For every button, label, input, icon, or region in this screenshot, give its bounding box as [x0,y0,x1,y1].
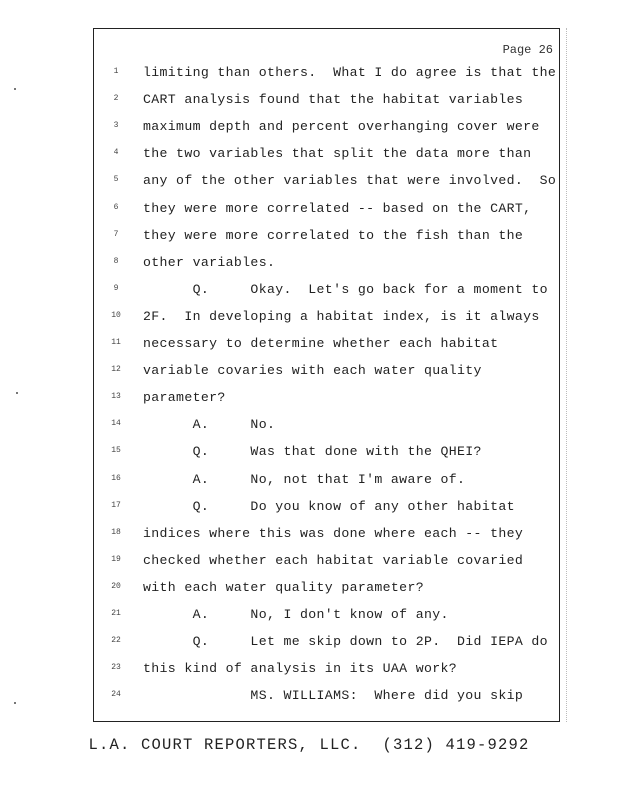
line-number: 10 [111,310,121,320]
line-text: checked whether each habitat variable covaried [143,552,524,568]
transcript-line [94,526,561,546]
transcript-line [94,661,561,681]
line-text: parameter? [143,390,226,406]
footer [0,736,618,754]
scan-edge-line [566,28,567,722]
line-text: necessary to determine whether each habitat [143,336,499,351]
line-text: variable covaries with each water quality [143,363,482,379]
footer-spacer [362,736,383,754]
line-number: 2 [113,94,119,104]
transcript-line [94,607,561,627]
line-number: 14 [111,419,121,429]
line-text: they were more correlated -- based on the CART, [143,200,532,216]
line-text: Q. Do you know of any other habitat [143,498,515,514]
line-text: A. No, not that I'm aware of. [143,471,466,487]
line-number: 8 [113,256,119,266]
transcript-line [94,363,561,383]
line-text: limiting than others. What I do agree is that the [143,65,557,80]
transcript-line [94,472,561,492]
line-text: the two variables that split the data more than [143,146,532,162]
line-text: A. No. [143,417,276,433]
line-number: 3 [113,121,119,131]
transcript-line [94,92,561,112]
line-text: A. No, I don't know of any. [143,607,449,622]
line-number: 16 [111,473,121,483]
line-text: indices where this was done where each -- they [143,525,524,541]
line-number: 19 [111,554,121,564]
transcript-line [94,173,561,193]
transcript-line [94,417,561,437]
transcript-line [94,255,561,275]
transcript-line [94,634,561,654]
transcript-page [93,28,560,722]
line-text: this kind of analysis in its UAA work? [143,661,458,677]
scan-speck [16,392,18,394]
transcript-line [94,553,561,573]
line-number: 21 [111,609,121,618]
transcript-line [94,390,561,410]
transcript-line [94,201,561,221]
line-text: other variables. [143,254,276,270]
transcript-line [94,146,561,166]
line-text: 2F. In developing a habitat index, is it always [143,308,540,324]
line-text: MS. WILLIAMS: Where did you skip [143,688,524,704]
transcript-line [94,228,561,248]
line-text: they were more correlated to the fish than the [143,227,524,243]
transcript-line [94,580,561,600]
line-number: 24 [111,690,121,700]
line-text: maximum depth and percent overhanging cover were [143,119,540,135]
scan-speck [14,702,16,704]
line-text: CART analysis found that the habitat variables [143,92,524,108]
transcript-line [94,65,561,85]
line-text: with each water quality parameter? [143,579,424,595]
page-number: Page 26 [502,43,553,57]
footer-phone: (312) 419-9292 [382,736,530,754]
line-number: 11 [111,338,121,347]
line-text: Q. Was that done with the QHEI? [143,444,482,460]
line-number: 1 [113,67,119,76]
line-number: 15 [111,446,121,456]
line-number: 20 [111,581,121,591]
line-number: 7 [113,229,119,239]
transcript-line [94,336,561,356]
transcript-line [94,119,561,139]
line-number: 6 [113,202,119,212]
line-number: 4 [113,148,119,158]
transcript-line [94,282,561,302]
footer-company: L.A. COURT REPORTERS, LLC. [88,736,362,754]
line-number: 5 [113,175,119,185]
line-number: 12 [111,365,121,375]
scan-speck [14,88,16,90]
transcript-line [94,688,561,708]
line-number: 17 [111,500,121,510]
line-number: 23 [111,663,121,673]
line-text: any of the other variables that were involved. So [143,173,557,189]
line-number: 9 [113,283,119,293]
line-number: 13 [111,392,121,402]
line-number: 22 [111,636,121,646]
transcript-line [94,499,561,519]
line-text: Q. Let me skip down to 2P. Did IEPA do [143,634,548,650]
line-text: Q. Okay. Let's go back for a moment to [143,281,548,297]
transcript-line [94,444,561,464]
transcript-line [94,309,561,329]
line-number: 18 [111,527,121,537]
